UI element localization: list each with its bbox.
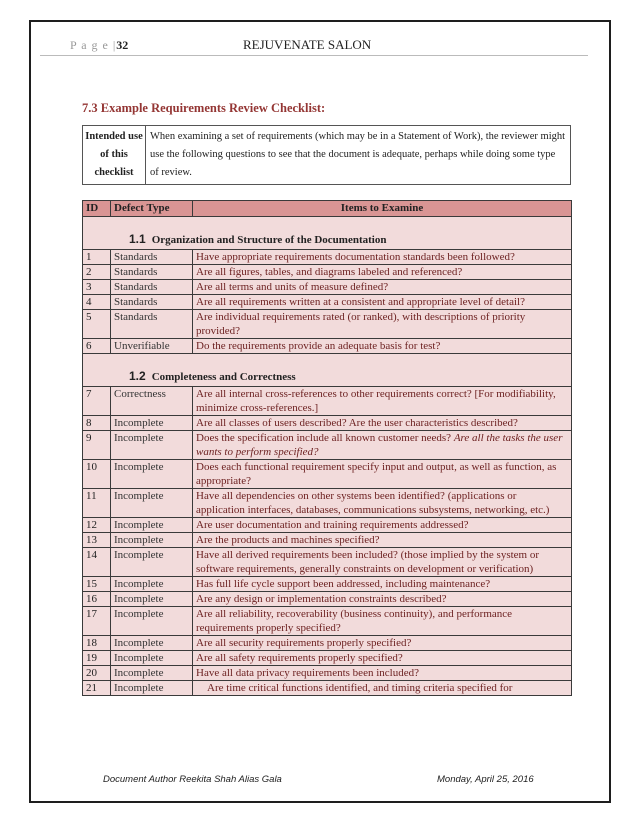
row-item-text: Does each functional requirement specify input and output, as well as function, as appropriate?	[196, 461, 557, 487]
footer-date: Monday, April 25, 2016	[437, 774, 534, 785]
table-row	[83, 607, 572, 636]
intro-label: Intended use of this checklist	[83, 126, 146, 185]
row-item	[193, 416, 572, 431]
row-id: 19	[83, 651, 111, 666]
row-id: 17	[83, 607, 111, 636]
row-defect-type: Incomplete	[111, 681, 193, 696]
row-item	[193, 666, 572, 681]
table-row	[83, 489, 572, 518]
row-item	[193, 548, 572, 577]
row-id: 11	[83, 489, 111, 518]
row-item-text: Are individual requirements rated (or ranked), with descriptions of priority provided?	[196, 311, 526, 337]
row-id: 1	[83, 250, 111, 265]
row-item	[193, 592, 572, 607]
table-row	[83, 460, 572, 489]
table-row	[83, 387, 572, 416]
row-defect-type: Incomplete	[111, 533, 193, 548]
row-item	[193, 460, 572, 489]
section-label: Organization and Structure of the Documentation	[151, 234, 387, 246]
table-row	[83, 339, 572, 354]
row-id: 9	[83, 431, 111, 460]
row-item	[193, 607, 572, 636]
row-id: 13	[83, 533, 111, 548]
row-item-text: Are user documentation and training requirements addressed?	[196, 519, 469, 531]
intro-table	[82, 125, 571, 185]
row-item	[193, 577, 572, 592]
row-defect-type: Incomplete	[111, 592, 193, 607]
row-defect-type: Incomplete	[111, 651, 193, 666]
table-row	[83, 295, 572, 310]
row-item	[193, 295, 572, 310]
section-title	[83, 354, 572, 387]
row-item-text: Have appropriate requirements documentation standards been followed?	[196, 251, 515, 263]
row-item	[193, 636, 572, 651]
row-item	[193, 518, 572, 533]
row-defect-type: Standards	[111, 280, 193, 295]
row-defect-type: Standards	[111, 310, 193, 339]
table-row	[83, 431, 572, 460]
table-row	[83, 548, 572, 577]
row-item-text: Does the specification include all known customer needs?	[196, 432, 452, 444]
page-number: P a g e |32	[70, 38, 129, 52]
row-item-text: Have all dependencies on other systems been identified? (applications or application interfaces, databases, communications subsystems, networking, etc.)	[196, 490, 550, 516]
row-defect-type: Unverifiable	[111, 339, 193, 354]
table-row	[83, 416, 572, 431]
row-id: 18	[83, 636, 111, 651]
row-item	[193, 280, 572, 295]
row-item-text: Has full life cycle support been addressed, including maintenance?	[196, 578, 491, 590]
row-defect-type: Standards	[111, 250, 193, 265]
section-heading: 7.3 Example Requirements Review Checklist:	[82, 101, 326, 115]
table-row	[83, 592, 572, 607]
section-title	[83, 217, 572, 250]
row-defect-type: Standards	[111, 265, 193, 280]
row-item-text: Are all internal cross-references to other requirements correct? [For modifiability, minimize cross-references.]	[196, 388, 556, 414]
row-item-text: Are all requirements written at a consistent and appropriate level of detail?	[196, 296, 525, 308]
row-item-text: Are all security requirements properly specified?	[196, 637, 412, 649]
header-items: Items to Examine	[193, 201, 572, 217]
row-id: 3	[83, 280, 111, 295]
section-row	[83, 217, 572, 250]
row-item	[193, 387, 572, 416]
table-row	[83, 636, 572, 651]
table-row	[83, 280, 572, 295]
row-item-text: Are all figures, tables, and diagrams labeled and referenced?	[196, 266, 463, 278]
intro-text: When examining a set of requirements (which may be in a Statement of Work), the reviewer might use the following questions to see that the document is adequate, perhaps while doing some type of review.	[146, 126, 571, 185]
row-defect-type: Incomplete	[111, 518, 193, 533]
table-row	[83, 533, 572, 548]
section-number: 1.2	[129, 369, 146, 383]
section-number: 1.1	[129, 232, 146, 246]
row-id: 6	[83, 339, 111, 354]
row-defect-type: Incomplete	[111, 577, 193, 592]
row-id: 14	[83, 548, 111, 577]
row-item-text: Are time critical functions identified, and timing criteria specified for	[207, 682, 513, 694]
row-id: 5	[83, 310, 111, 339]
row-defect-type: Incomplete	[111, 607, 193, 636]
row-item-text: Are all safety requirements properly specified?	[196, 652, 403, 664]
row-item	[193, 533, 572, 548]
row-id: 12	[83, 518, 111, 533]
row-defect-type: Incomplete	[111, 666, 193, 681]
row-item-text: Are all classes of users described? Are the user characteristics described?	[196, 417, 518, 429]
row-item	[193, 651, 572, 666]
row-id: 4	[83, 295, 111, 310]
row-id: 8	[83, 416, 111, 431]
table-row	[83, 681, 572, 696]
row-item-text: Are any design or implementation constraints described?	[196, 593, 447, 605]
table-row	[83, 577, 572, 592]
row-item	[193, 265, 572, 280]
row-id: 21	[83, 681, 111, 696]
table-row	[83, 265, 572, 280]
checklist-table	[82, 200, 572, 696]
row-defect-type: Incomplete	[111, 431, 193, 460]
row-item-emphasis: Are all the tasks the user wants to perform specified?	[196, 432, 563, 458]
table-row	[83, 518, 572, 533]
row-item	[193, 310, 572, 339]
row-item-text: Are the products and machines specified?	[196, 534, 380, 546]
row-id: 20	[83, 666, 111, 681]
row-defect-type: Incomplete	[111, 460, 193, 489]
row-item	[193, 489, 572, 518]
row-item-text: Are all reliability, recoverability (business continuity), and performance requirements properly specified?	[196, 608, 513, 634]
header-divider	[40, 55, 588, 56]
row-item	[193, 339, 572, 354]
row-id: 7	[83, 387, 111, 416]
row-item	[193, 250, 572, 265]
row-item-text: Are all terms and units of measure defined?	[196, 281, 389, 293]
row-defect-type: Incomplete	[111, 548, 193, 577]
section-row	[83, 354, 572, 387]
row-item-text: Have all data privacy requirements been included?	[196, 667, 419, 679]
row-defect-type: Incomplete	[111, 416, 193, 431]
header-defect-type: Defect Type	[111, 201, 193, 217]
row-id: 10	[83, 460, 111, 489]
row-defect-type: Standards	[111, 295, 193, 310]
table-row	[83, 651, 572, 666]
table-row	[83, 250, 572, 265]
row-id: 2	[83, 265, 111, 280]
row-id: 16	[83, 592, 111, 607]
row-item-text: Have all derived requirements been included? (those implied by the system or software requirements, generally constraints on development or verification)	[196, 549, 540, 575]
footer-author: Document Author Reekita Shah Alias Gala	[103, 774, 282, 785]
header-id: ID	[83, 201, 111, 217]
table-row	[83, 666, 572, 681]
section-label: Completeness and Correctness	[151, 371, 296, 383]
header-title: REJUVENATE SALON	[243, 37, 372, 52]
table-header-row	[83, 201, 572, 217]
table-row	[83, 310, 572, 339]
row-item	[193, 681, 572, 696]
row-defect-type: Incomplete	[111, 489, 193, 518]
row-id: 15	[83, 577, 111, 592]
row-defect-type: Incomplete	[111, 636, 193, 651]
row-item	[193, 431, 572, 460]
row-defect-type: Correctness	[111, 387, 193, 416]
row-item-text: Do the requirements provide an adequate basis for test?	[196, 340, 441, 352]
